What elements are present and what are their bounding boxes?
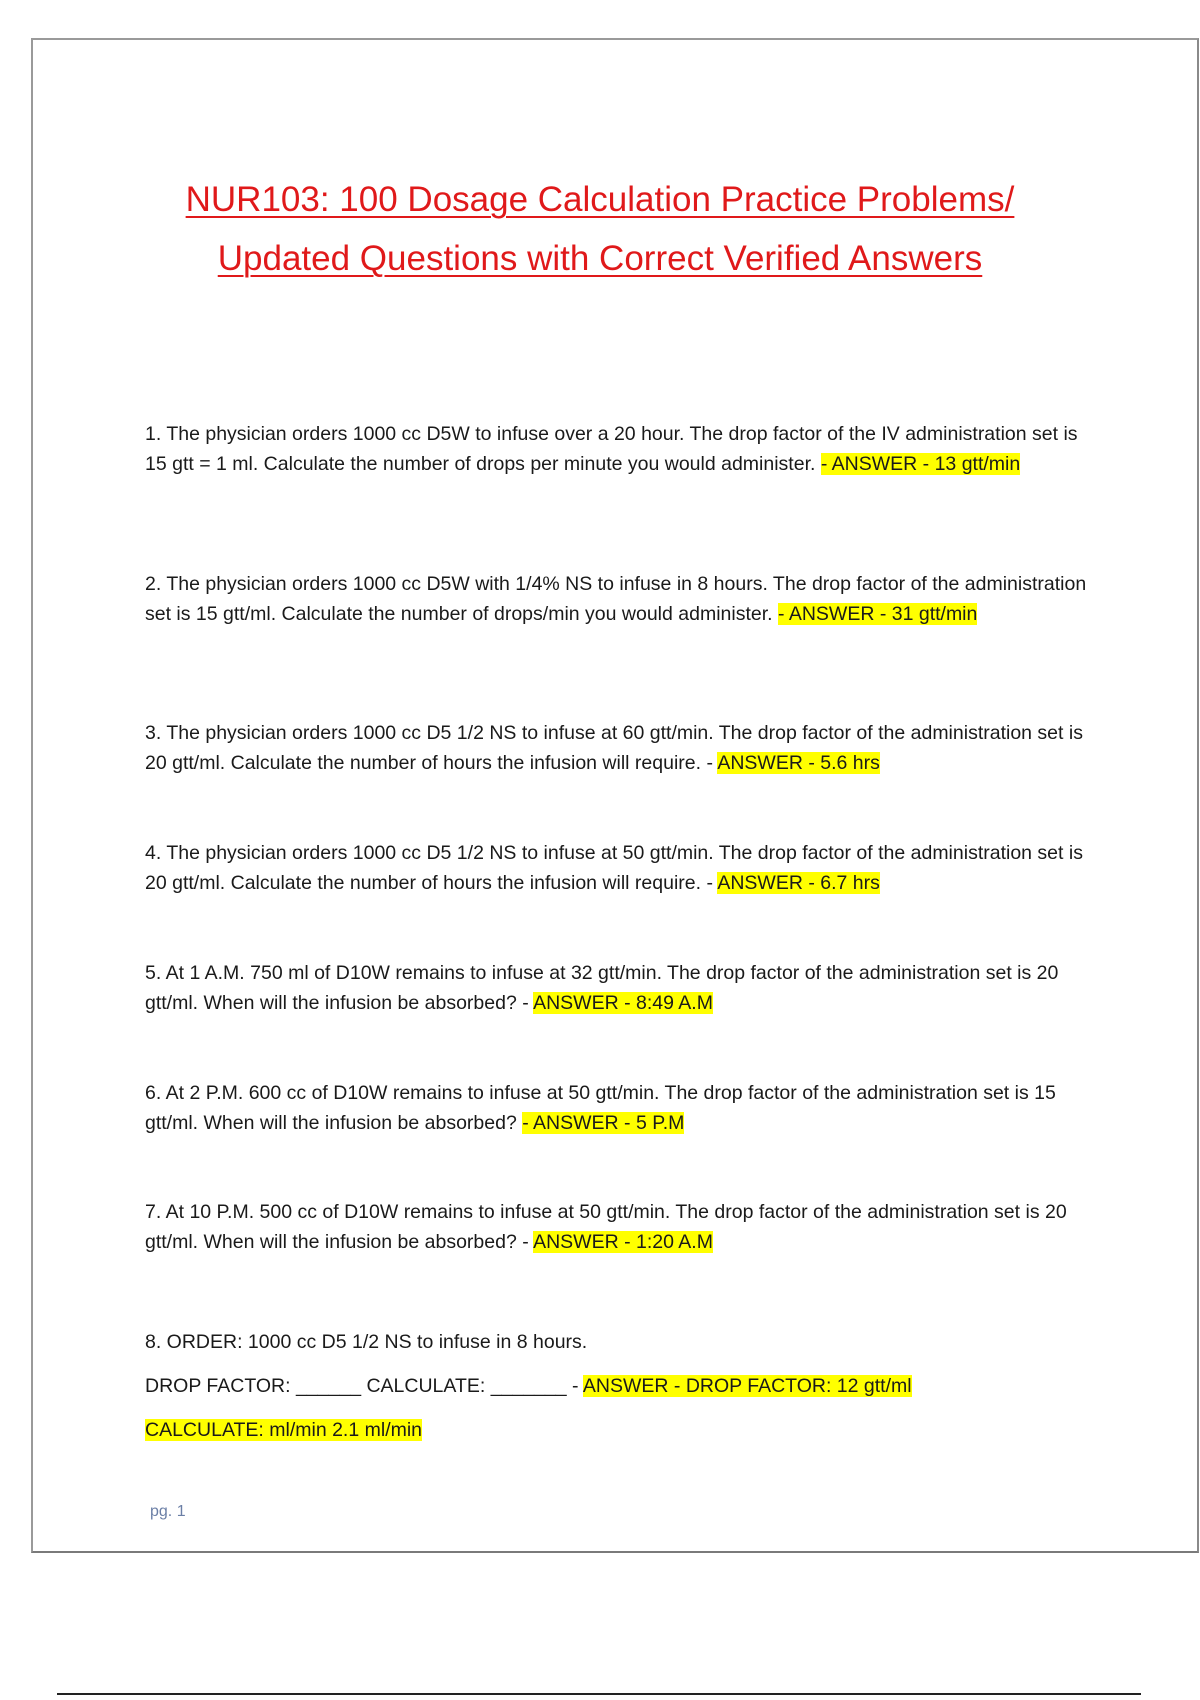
answer-highlight: ANSWER - 5.6 hrs [717, 751, 880, 774]
answer-highlight: - ANSWER - 5 P.M [522, 1111, 685, 1134]
question-6 [145, 1079, 1090, 1138]
title-line-1: NUR103: 100 Dosage Calculation Practice Problems/ [185, 180, 1015, 219]
answer-highlight: ANSWER - 8:49 A.M [533, 991, 713, 1014]
question-7: 7. At 10 P.M. 500 cc of D10W remains to infuse at 50 gtt/min. The drop factor of the administration set is 20 gtt/ml. When will the infusion be absorbed? - ANSWER - 1:20 A.M [145, 1201, 1067, 1253]
question-text: 2. The physician orders 1000 cc D5W with 1/4% NS to infuse in 8 hours. The drop factor of the administration set is 15 gtt/ml. Calculate the number of drops/min you would administer. [145, 573, 1087, 625]
next-page-header-rule [57, 1693, 1141, 1695]
title-line-2: Updated Questions with Correct Verified Answers [217, 239, 983, 278]
question-text: 6. At 2 P.M. 600 cc of D10W remains to infuse at 50 gtt/min. The drop factor of the administration set is 15 gtt/ml. When will the infusion be absorbed? [145, 1082, 1056, 1134]
question-text: 4. The physician orders 1000 cc D5 1/2 NS to infuse at 50 gtt/min. The drop factor of the administration set is 20 gtt/ml. Calculate the number of hours the infusion will require. [145, 842, 1083, 894]
answer-highlight: ANSWER - 1:20 A.M [533, 1230, 713, 1253]
question-8-prompt: DROP FACTOR: ______ CALCULATE: _______ [145, 1375, 567, 1397]
question-text: 5. At 1 A.M. 750 ml of D10W remains to infuse at 32 gtt/min. The drop factor of the administration set is 20 gtt/ml. When will the infusion be absorbed? [145, 962, 1059, 1014]
answer-highlight: - ANSWER - 13 gtt/min [820, 452, 1021, 475]
question-8 [145, 1320, 1090, 1452]
question-5: 5. At 1 A.M. 750 ml of D10W remains to infuse at 32 gtt/min. The drop factor of the administration set is 20 gtt/ml. When will the infusion be absorbed? - ANSWER - 8:49 A.M [145, 962, 1059, 1014]
answer-highlight: - ANSWER - 31 gtt/min [777, 602, 978, 625]
question-4: 4. The physician orders 1000 cc D5 1/2 NS to infuse at 50 gtt/min. The drop factor of the administration set is 20 gtt/ml. Calculate the number of hours the infusion will require. - ANSWER - 6.7 hrs [145, 842, 1083, 894]
question-1 [145, 420, 1090, 479]
question-text: 7. At 10 P.M. 500 cc of D10W remains to infuse at 50 gtt/min. The drop factor of the administration set is 20 gtt/ml. When will the infusion be absorbed? [145, 1201, 1067, 1253]
page-number: pg. 1 [150, 1503, 186, 1520]
question-8-order: 8. ORDER: 1000 cc D5 1/2 NS to infuse in 8 hours. [145, 1331, 588, 1353]
question-text: 1. The physician orders 1000 cc D5W to infuse over a 20 hour. The drop factor of the IV administration set is 15 gtt = 1 ml. Calculate the number of drops per minute you would administer. [145, 423, 1078, 475]
answer-highlight: ANSWER - DROP FACTOR: 12 gtt/ml [582, 1375, 912, 1397]
answer-highlight: ANSWER - 6.7 hrs [717, 871, 880, 894]
question-8-prompt-line: DROP FACTOR: ______ CALCULATE: _______ - ANSWER - DROP FACTOR: 12 gtt/ml [145, 1375, 912, 1397]
document-title [100, 170, 1100, 288]
question-2 [145, 570, 1090, 629]
question-3: 3. The physician orders 1000 cc D5 1/2 NS to infuse at 60 gtt/min. The drop factor of the administration set is 20 gtt/ml. Calculate the number of hours the infusion will require. - ANSWER - 5.6 hrs [145, 722, 1083, 774]
question-8-answer-line [145, 1408, 1090, 1452]
answer-highlight: CALCULATE: ml/min 2.1 ml/min [145, 1419, 423, 1441]
question-text: 3. The physician orders 1000 cc D5 1/2 NS to infuse at 60 gtt/min. The drop factor of the administration set is 20 gtt/ml. Calculate the number of hours the infusion will require. [145, 722, 1083, 774]
